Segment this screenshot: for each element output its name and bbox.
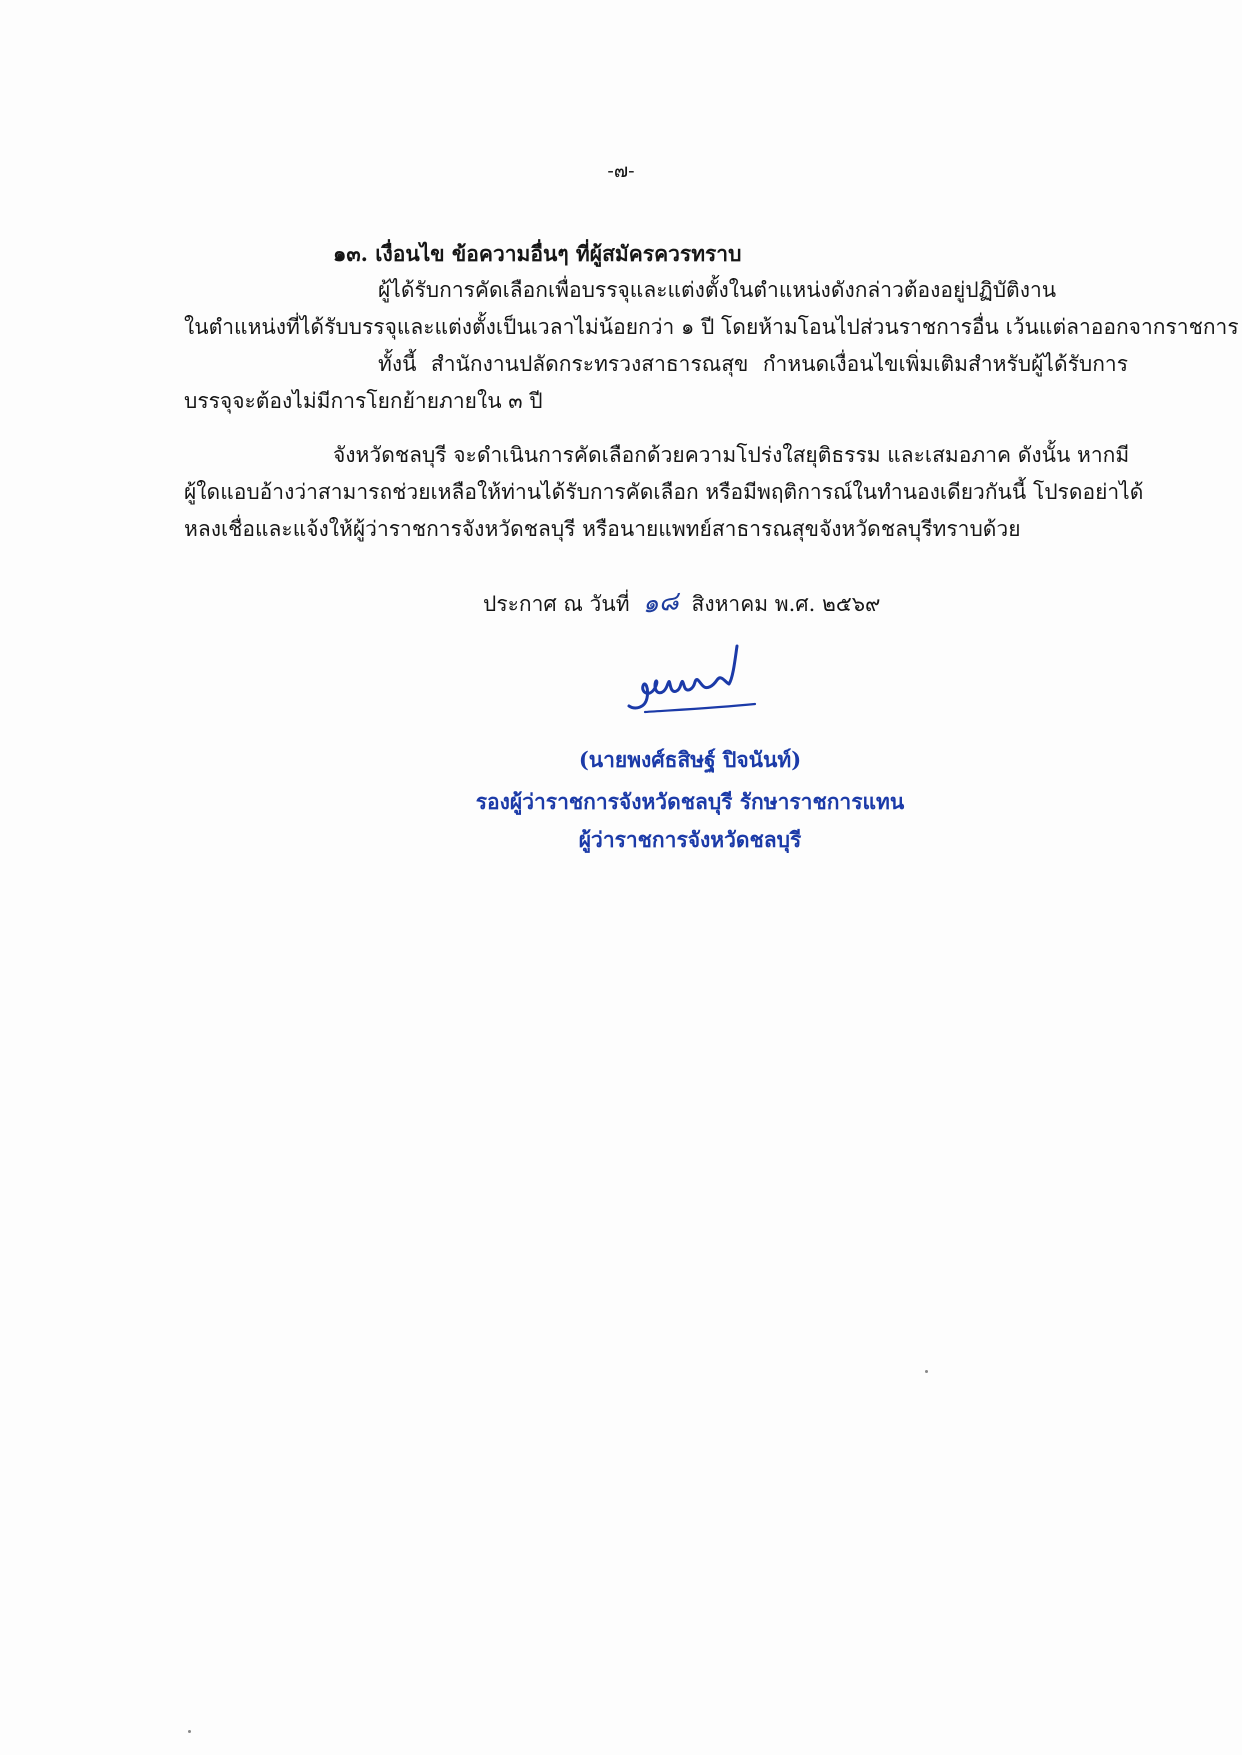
signer-acting-for: ผู้ว่าราชการจังหวัดชลบุรี xyxy=(578,827,802,852)
signer-name: (นายพงศ์ธสิษฐ์ ปิจนันท์) xyxy=(578,747,802,772)
paragraph1-line2: ในตำแหน่งที่ได้รับบรรจุและแต่งตั้งเป็นเวลาไม่น้อยกว่า ๑ ปี โดยห้ามโอนไปส่วนราชการอื่น เว้นแต่ลาออกจากราชการ xyxy=(184,315,1239,339)
paragraph1-line3: ทั้งนี้ สำนักงานปลัดกระทรวงสาธารณสุข กำหนดเงื่อนไขเพิ่มเติมสำหรับผู้ได้รับการ xyxy=(378,352,1128,376)
paragraph2-line2: ผู้ใดแอบอ้างว่าสามารถช่วยเหลือให้ท่านได้รับการคัดเลือก หรือมีพฤติการณ์ในทำนองเดียวกันนี้ โปรดอย่าได้ xyxy=(184,480,1144,504)
paragraph2-line3: หลงเชื่อและแจ้งให้ผู้ว่าราชการจังหวัดชลบุรี หรือนายแพทย์สาธารณสุขจังหวัดชลบุรีทราบด้วย xyxy=(184,517,1021,541)
paragraph1-line1: ผู้ได้รับการคัดเลือกเพื่อบรรจุและแต่งตั้งในตำแหน่งดังกล่าวต้องอยู่ปฏิบัติงาน xyxy=(378,278,1057,302)
announcement-date xyxy=(483,582,880,623)
scan-speck xyxy=(925,1370,928,1373)
paragraph1-line4: บรรจุจะต้องไม่มีการโยกย้ายภายใน ๓ ปี xyxy=(184,389,543,413)
signer-title: รองผู้ว่าราชการจังหวัดชลบุรี รักษาราชการแทน xyxy=(475,789,905,814)
announcement-prefix: ประกาศ ณ วันที่ xyxy=(483,592,630,616)
announcement-suffix: สิงหาคม พ.ศ. ๒๕๖๙ xyxy=(691,592,881,616)
page-number: -๗- xyxy=(607,160,635,182)
handwritten-signature xyxy=(625,638,775,718)
section-heading: ๑๓. เงื่อนไข ข้อความอื่นๆ ที่ผู้สมัครควรทราบ xyxy=(333,241,742,266)
scan-speck xyxy=(188,1730,191,1733)
paragraph2-line1: จังหวัดชลบุรี จะดำเนินการคัดเลือกด้วยความโปร่งใสยุติธรรม และเสมอภาค ดังนั้น หากมี xyxy=(333,443,1130,467)
announcement-day: ๑๘ xyxy=(640,586,681,620)
